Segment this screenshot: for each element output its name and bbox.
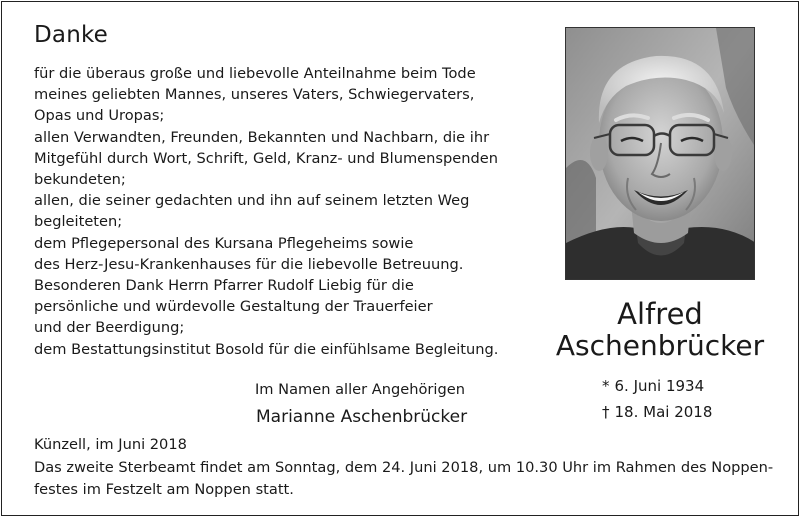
footer-text bbox=[34, 434, 773, 502]
birth-date: 6. Juni 1934 bbox=[614, 377, 705, 395]
thanks-line: des Herz-Jesu-Krankenhauses für die liebevolle Betreuung. bbox=[34, 255, 464, 273]
signature-intro: Im Namen aller Angehörigen bbox=[255, 381, 465, 398]
portrait-photo-icon bbox=[566, 28, 755, 280]
portrait-photo bbox=[565, 27, 755, 280]
thanks-line: Opas und Uropas; bbox=[34, 107, 165, 125]
thanks-line: allen Verwandten, Freunden, Bekannten und Nachbarn, die ihr bbox=[34, 128, 490, 146]
thanks-line: für die überaus große und liebevolle Anteilnahme beim Tode bbox=[34, 65, 476, 82]
thanks-line: dem Bestattungsinstitut Bosold für die einfühlsame Begleitung. bbox=[34, 340, 499, 358]
thanks-line: allen, die seiner gedachten und ihn auf seinem letzten Weg bbox=[34, 192, 470, 210]
thanks-line: und der Beerdigung; bbox=[34, 319, 185, 337]
thanks-text bbox=[34, 63, 514, 360]
footer-line-mass-info-cont: festes im Festzelt am Noppen statt. bbox=[34, 481, 294, 498]
death-date: 18. Mai 2018 bbox=[614, 403, 713, 421]
notice-title: Danke bbox=[34, 22, 109, 48]
birth-star-icon: * bbox=[602, 377, 610, 395]
thanks-line: dem Pflegepersonal des Kursana Pflegeheims sowie bbox=[34, 234, 414, 252]
deceased-first-name: Alfred bbox=[617, 297, 703, 331]
thanks-line: Mitgefühl durch Wort, Schrift, Geld, Kranz- und Blumenspenden bbox=[34, 149, 498, 167]
deceased-last-name: Aschenbrücker bbox=[555, 329, 765, 362]
death-cross-icon: † bbox=[602, 403, 610, 421]
birth-date-row bbox=[602, 373, 732, 399]
signature-name: Marianne Aschenbrücker bbox=[256, 407, 468, 427]
thanks-line: bekundeten; bbox=[34, 171, 126, 189]
thanks-line: begleiteten; bbox=[34, 213, 123, 231]
life-dates bbox=[602, 373, 732, 425]
thanks-line: meines geliebten Mannes, unseres Vaters, Schwiegervaters, bbox=[34, 86, 475, 104]
thanks-line: persönliche und würdevolle Gestaltung der Trauerfeier bbox=[34, 298, 433, 316]
death-date-row bbox=[602, 399, 732, 425]
footer-line-mass-info: Das zweite Sterbeamt findet am Sonntag, dem 24. Juni 2018, um 10.30 Uhr im Rahmen des Noppen- bbox=[34, 458, 774, 476]
deceased-name bbox=[547, 298, 773, 362]
obituary-notice bbox=[1, 1, 799, 516]
footer-line-place-date: Künzell, im Juni 2018 bbox=[34, 436, 187, 453]
thanks-line: Besonderen Dank Herrn Pfarrer Rudolf Liebig für die bbox=[34, 277, 414, 295]
